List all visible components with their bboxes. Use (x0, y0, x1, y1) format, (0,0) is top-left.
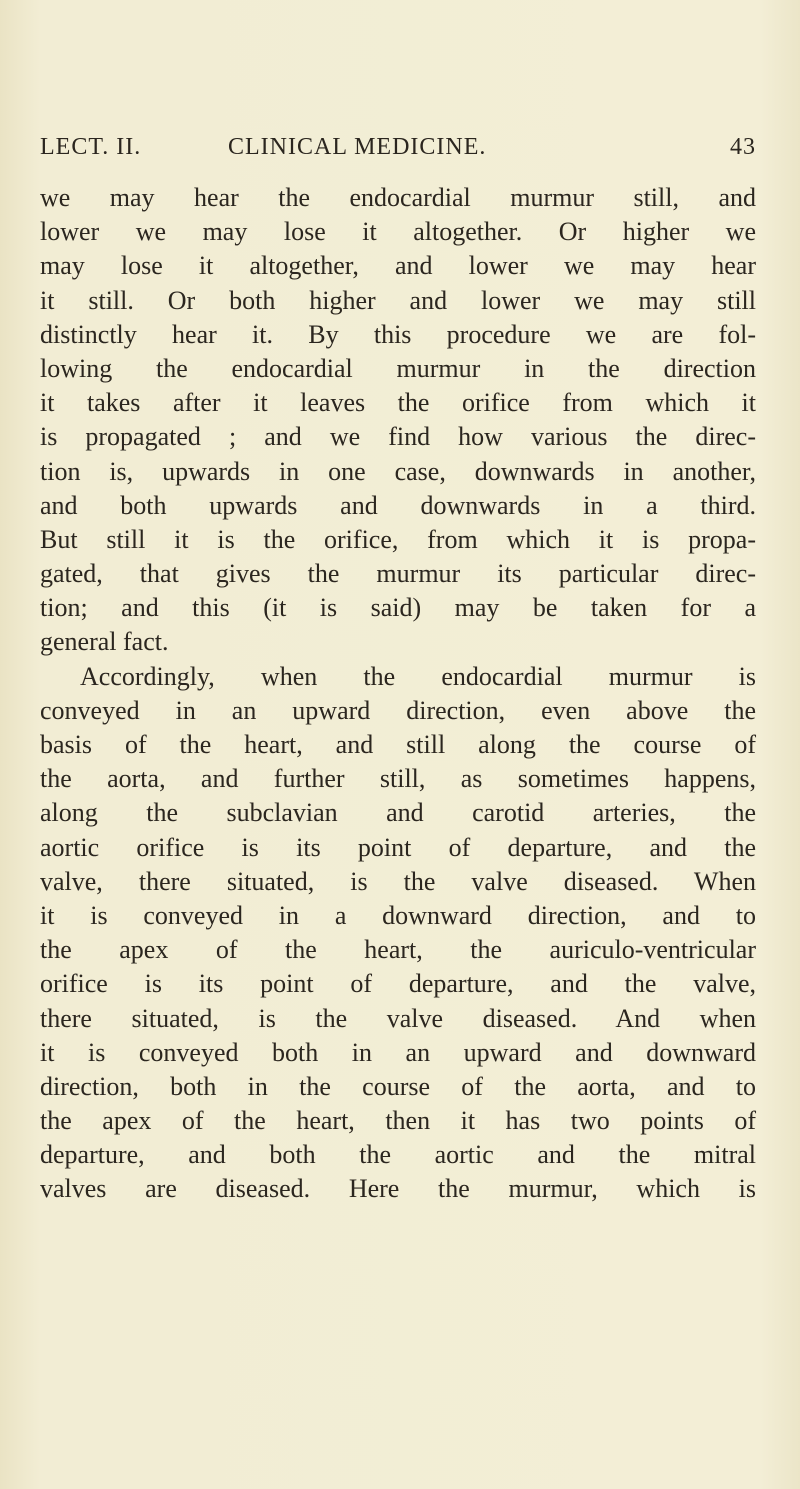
text-line: gated, that gives the murmur its particular direc- (40, 559, 756, 589)
text-line: distinctly hear it. By this procedure we are fol- (40, 319, 756, 349)
text-line: conveyed in an upward direction, even above the (40, 695, 756, 725)
text-line: aortic orifice is its point of departure, and the (40, 832, 756, 862)
text-line: orifice is its point of departure, and the valve, (40, 969, 756, 999)
paragraph-start-line: Accordingly, when the endocardial murmur is (80, 661, 756, 691)
text-line: it is conveyed in a downward direction, and to (40, 900, 756, 930)
text-line: direction, both in the course of the aorta, and to (40, 1071, 756, 1101)
text-line: may lose it altogether, and lower we may hear (40, 251, 756, 281)
text-line: basis of the heart, and still along the course of (40, 730, 756, 759)
text-line: it still. Or both higher and lower we may still (40, 285, 756, 315)
text-line: lowing the endocardial murmur in the direction (40, 353, 756, 383)
paragraph-end-line: general fact. (40, 627, 169, 657)
text-line: tion is, upwards in one case, downwards in another, (40, 456, 756, 486)
body-text (40, 181, 756, 1207)
text-line: the apex of the heart, then it has two points of (40, 1106, 756, 1136)
text-line: we may hear the endocardial murmur still, and (40, 183, 756, 212)
running-head (40, 134, 756, 164)
text-line: But still it is the orifice, from which it is propa- (40, 524, 756, 554)
book-title: CLINICAL MEDICINE. (228, 134, 487, 160)
text-line: departure, and both the aortic and the mitral (40, 1140, 756, 1170)
text-line: along the subclavian and carotid arteries, the (40, 798, 756, 828)
text-line: and both upwards and downwards in a third. (40, 490, 756, 520)
text-line: valves are diseased. Here the murmur, which is (40, 1174, 756, 1204)
text-line: there situated, is the valve diseased. And when (40, 1003, 756, 1033)
page-number: 43 (730, 134, 756, 160)
text-line: the aorta, and further still, as sometimes happens, (40, 764, 756, 794)
text-line: lower we may lose it altogether. Or higher we (40, 217, 756, 247)
lecture-label: LECT. II. (40, 134, 142, 160)
text-line: tion; and this (it is said) may be taken for a (40, 593, 756, 623)
text-line: it takes after it leaves the orifice from which it (40, 388, 756, 418)
text-line: valve, there situated, is the valve diseased. When (40, 866, 756, 896)
text-line: it is conveyed both in an upward and downward (40, 1037, 756, 1067)
text-line: is propagated ; and we find how various the direc- (40, 422, 756, 452)
text-line: the apex of the heart, the auriculo-ventricular (40, 935, 756, 965)
